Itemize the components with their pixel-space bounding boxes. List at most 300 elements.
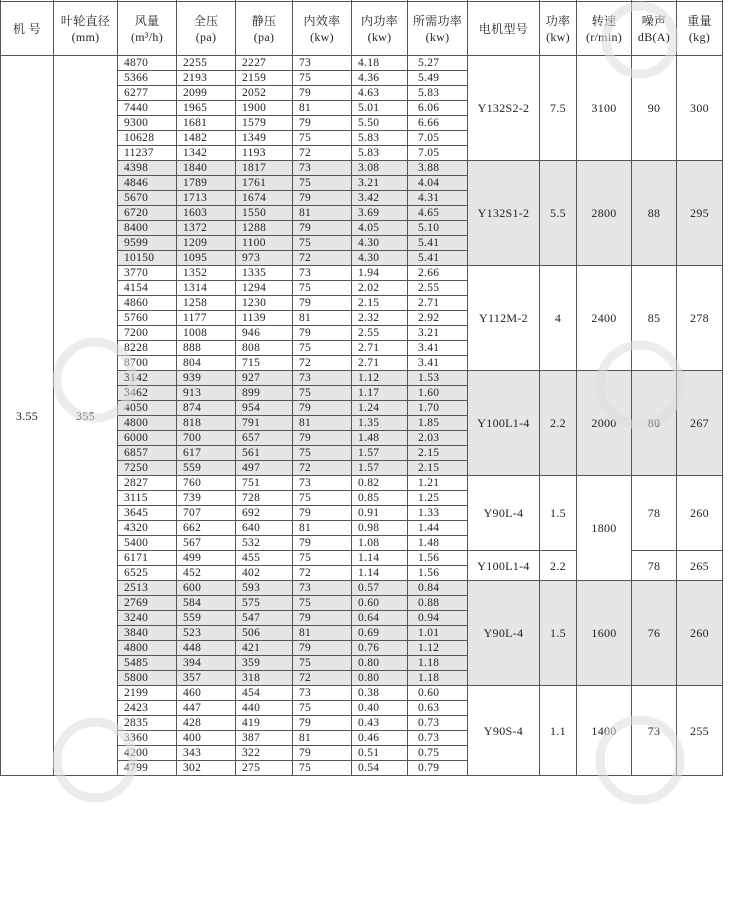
cell-air-volume: 2827 [118, 476, 177, 491]
cell-total-pressure: 739 [177, 491, 236, 506]
cell-air-volume: 5400 [118, 536, 177, 551]
cell-internal-power: 0.40 [352, 701, 408, 716]
weight-cell: 300 [677, 56, 723, 161]
cell-efficiency: 75 [293, 761, 352, 776]
header-required-power: 所需功率 (kw) [408, 2, 468, 56]
cell-internal-power: 1.35 [352, 416, 408, 431]
cell-efficiency: 75 [293, 446, 352, 461]
cell-total-pressure: 400 [177, 731, 236, 746]
cell-air-volume: 3770 [118, 266, 177, 281]
cell-static-pressure: 2227 [236, 56, 293, 71]
cell-internal-power: 2.71 [352, 341, 408, 356]
cell-air-volume: 3840 [118, 626, 177, 641]
cell-static-pressure: 402 [236, 566, 293, 581]
motor-power-cell: 1.5 [540, 476, 577, 551]
cell-total-pressure: 913 [177, 386, 236, 401]
cell-total-pressure: 760 [177, 476, 236, 491]
cell-required-power: 3.21 [408, 326, 468, 341]
cell-required-power: 7.05 [408, 131, 468, 146]
cell-efficiency: 75 [293, 491, 352, 506]
cell-total-pressure: 1840 [177, 161, 236, 176]
noise-cell: 85 [632, 266, 677, 371]
cell-efficiency: 72 [293, 566, 352, 581]
cell-static-pressure: 387 [236, 731, 293, 746]
cell-total-pressure: 1342 [177, 146, 236, 161]
cell-internal-power: 1.24 [352, 401, 408, 416]
cell-total-pressure: 707 [177, 506, 236, 521]
cell-required-power: 3.41 [408, 341, 468, 356]
cell-required-power: 3.41 [408, 356, 468, 371]
cell-total-pressure: 939 [177, 371, 236, 386]
cell-air-volume: 5670 [118, 191, 177, 206]
cell-air-volume: 4799 [118, 761, 177, 776]
cell-total-pressure: 2099 [177, 86, 236, 101]
cell-total-pressure: 559 [177, 611, 236, 626]
cell-total-pressure: 584 [177, 596, 236, 611]
noise-cell: 90 [632, 56, 677, 161]
cell-internal-power: 5.83 [352, 131, 408, 146]
cell-efficiency: 75 [293, 551, 352, 566]
cell-required-power: 2.71 [408, 296, 468, 311]
cell-internal-power: 4.30 [352, 251, 408, 266]
cell-required-power: 5.83 [408, 86, 468, 101]
cell-static-pressure: 1294 [236, 281, 293, 296]
cell-total-pressure: 1209 [177, 236, 236, 251]
cell-air-volume: 9599 [118, 236, 177, 251]
cell-static-pressure: 506 [236, 626, 293, 641]
noise-cell: 76 [632, 581, 677, 686]
cell-air-volume: 10628 [118, 131, 177, 146]
cell-total-pressure: 1008 [177, 326, 236, 341]
cell-static-pressure: 561 [236, 446, 293, 461]
cell-air-volume: 4846 [118, 176, 177, 191]
header-motor-model: 电机型号 [468, 2, 540, 56]
cell-static-pressure: 954 [236, 401, 293, 416]
speed-cell: 1400 [577, 686, 632, 776]
cell-total-pressure: 1258 [177, 296, 236, 311]
header-power: 功率 (kw) [540, 2, 577, 56]
cell-efficiency: 79 [293, 326, 352, 341]
cell-internal-power: 0.80 [352, 656, 408, 671]
cell-total-pressure: 2193 [177, 71, 236, 86]
cell-total-pressure: 700 [177, 431, 236, 446]
cell-efficiency: 81 [293, 206, 352, 221]
cell-efficiency: 73 [293, 476, 352, 491]
cell-required-power: 6.66 [408, 116, 468, 131]
cell-required-power: 1.12 [408, 641, 468, 656]
cell-internal-power: 3.69 [352, 206, 408, 221]
motor-model-cell: Y90L-4 [468, 476, 540, 551]
cell-required-power: 3.88 [408, 161, 468, 176]
cell-total-pressure: 1095 [177, 251, 236, 266]
cell-internal-power: 1.94 [352, 266, 408, 281]
cell-static-pressure: 946 [236, 326, 293, 341]
noise-cell: 78 [632, 476, 677, 551]
cell-static-pressure: 440 [236, 701, 293, 716]
cell-static-pressure: 359 [236, 656, 293, 671]
cell-required-power: 1.44 [408, 521, 468, 536]
cell-efficiency: 75 [293, 656, 352, 671]
cell-internal-power: 4.18 [352, 56, 408, 71]
cell-air-volume: 3645 [118, 506, 177, 521]
cell-efficiency: 79 [293, 116, 352, 131]
cell-total-pressure: 1681 [177, 116, 236, 131]
cell-air-volume: 3240 [118, 611, 177, 626]
cell-required-power: 5.41 [408, 251, 468, 266]
cell-internal-power: 0.76 [352, 641, 408, 656]
cell-static-pressure: 899 [236, 386, 293, 401]
cell-efficiency: 72 [293, 671, 352, 686]
cell-static-pressure: 322 [236, 746, 293, 761]
cell-air-volume: 3115 [118, 491, 177, 506]
cell-air-volume: 3360 [118, 731, 177, 746]
cell-efficiency: 79 [293, 746, 352, 761]
cell-air-volume: 4800 [118, 641, 177, 656]
cell-static-pressure: 1761 [236, 176, 293, 191]
cell-static-pressure: 593 [236, 581, 293, 596]
cell-internal-power: 5.01 [352, 101, 408, 116]
cell-internal-power: 0.38 [352, 686, 408, 701]
cell-required-power: 1.53 [408, 371, 468, 386]
cell-total-pressure: 567 [177, 536, 236, 551]
cell-efficiency: 79 [293, 401, 352, 416]
cell-required-power: 0.94 [408, 611, 468, 626]
cell-total-pressure: 818 [177, 416, 236, 431]
cell-total-pressure: 662 [177, 521, 236, 536]
cell-air-volume: 4860 [118, 296, 177, 311]
cell-efficiency: 75 [293, 176, 352, 191]
cell-required-power: 1.18 [408, 671, 468, 686]
motor-model-cell: Y112M-2 [468, 266, 540, 371]
impeller-diameter-cell: 355 [54, 56, 118, 776]
cell-air-volume: 4870 [118, 56, 177, 71]
motor-model-cell: Y132S1-2 [468, 161, 540, 266]
cell-total-pressure: 1482 [177, 131, 236, 146]
cell-internal-power: 1.57 [352, 446, 408, 461]
cell-internal-power: 1.17 [352, 386, 408, 401]
cell-efficiency: 81 [293, 416, 352, 431]
cell-air-volume: 2769 [118, 596, 177, 611]
cell-internal-power: 0.57 [352, 581, 408, 596]
cell-static-pressure: 419 [236, 716, 293, 731]
cell-internal-power: 1.14 [352, 566, 408, 581]
speed-cell: 2800 [577, 161, 632, 266]
cell-required-power: 1.85 [408, 416, 468, 431]
cell-total-pressure: 460 [177, 686, 236, 701]
cell-efficiency: 79 [293, 641, 352, 656]
cell-efficiency: 73 [293, 161, 352, 176]
cell-air-volume: 4398 [118, 161, 177, 176]
cell-static-pressure: 927 [236, 371, 293, 386]
cell-internal-power: 0.85 [352, 491, 408, 506]
cell-static-pressure: 2159 [236, 71, 293, 86]
cell-static-pressure: 973 [236, 251, 293, 266]
cell-efficiency: 73 [293, 686, 352, 701]
cell-efficiency: 75 [293, 386, 352, 401]
header-static-pressure: 静压 (pa) [236, 2, 293, 56]
header-internal-power: 内功率 (kw) [352, 2, 408, 56]
cell-required-power: 0.79 [408, 761, 468, 776]
cell-air-volume: 3142 [118, 371, 177, 386]
cell-air-volume: 6171 [118, 551, 177, 566]
motor-model-cell: Y132S2-2 [468, 56, 540, 161]
cell-total-pressure: 302 [177, 761, 236, 776]
motor-power-cell: 2.2 [540, 551, 577, 581]
cell-air-volume: 11237 [118, 146, 177, 161]
cell-air-volume: 4800 [118, 416, 177, 431]
cell-efficiency: 72 [293, 461, 352, 476]
motor-power-cell: 7.5 [540, 56, 577, 161]
cell-static-pressure: 1674 [236, 191, 293, 206]
cell-efficiency: 72 [293, 146, 352, 161]
cell-internal-power: 5.50 [352, 116, 408, 131]
cell-static-pressure: 1100 [236, 236, 293, 251]
cell-static-pressure: 657 [236, 431, 293, 446]
cell-efficiency: 75 [293, 131, 352, 146]
cell-static-pressure: 1900 [236, 101, 293, 116]
cell-static-pressure: 1335 [236, 266, 293, 281]
machine-number-cell: 3.55 [1, 56, 54, 776]
motor-power-cell: 1.1 [540, 686, 577, 776]
table-row [1, 56, 723, 71]
cell-required-power: 1.21 [408, 476, 468, 491]
cell-air-volume: 6857 [118, 446, 177, 461]
header-air-volume: 风量 (m³/h) [118, 2, 177, 56]
cell-static-pressure: 454 [236, 686, 293, 701]
cell-air-volume: 7200 [118, 326, 177, 341]
cell-total-pressure: 617 [177, 446, 236, 461]
cell-internal-power: 0.80 [352, 671, 408, 686]
cell-total-pressure: 1352 [177, 266, 236, 281]
header-total-pressure: 全压 (pa) [177, 2, 236, 56]
cell-internal-power: 0.91 [352, 506, 408, 521]
cell-air-volume: 4320 [118, 521, 177, 536]
cell-required-power: 5.49 [408, 71, 468, 86]
cell-efficiency: 79 [293, 296, 352, 311]
cell-internal-power: 2.15 [352, 296, 408, 311]
cell-total-pressure: 600 [177, 581, 236, 596]
noise-cell: 80 [632, 371, 677, 476]
cell-internal-power: 2.02 [352, 281, 408, 296]
cell-static-pressure: 715 [236, 356, 293, 371]
cell-air-volume: 2199 [118, 686, 177, 701]
header-internal-efficiency: 内效率 (kw) [293, 2, 352, 56]
cell-required-power: 1.70 [408, 401, 468, 416]
cell-static-pressure: 728 [236, 491, 293, 506]
cell-required-power: 0.73 [408, 731, 468, 746]
cell-air-volume: 2513 [118, 581, 177, 596]
cell-required-power: 1.56 [408, 551, 468, 566]
cell-efficiency: 75 [293, 341, 352, 356]
speed-cell: 1800 [577, 476, 632, 581]
cell-air-volume: 7440 [118, 101, 177, 116]
cell-required-power: 5.41 [408, 236, 468, 251]
speed-cell: 3100 [577, 56, 632, 161]
cell-efficiency: 81 [293, 311, 352, 326]
cell-static-pressure: 2052 [236, 86, 293, 101]
speed-cell: 2400 [577, 266, 632, 371]
cell-required-power: 6.06 [408, 101, 468, 116]
cell-efficiency: 75 [293, 701, 352, 716]
weight-cell: 278 [677, 266, 723, 371]
weight-cell: 260 [677, 476, 723, 551]
cell-air-volume: 2423 [118, 701, 177, 716]
cell-efficiency: 79 [293, 431, 352, 446]
cell-static-pressure: 808 [236, 341, 293, 356]
cell-air-volume: 5366 [118, 71, 177, 86]
cell-air-volume: 2835 [118, 716, 177, 731]
speed-cell: 2000 [577, 371, 632, 476]
cell-required-power: 1.60 [408, 386, 468, 401]
cell-efficiency: 79 [293, 221, 352, 236]
cell-internal-power: 0.98 [352, 521, 408, 536]
cell-required-power: 0.73 [408, 716, 468, 731]
cell-internal-power: 1.08 [352, 536, 408, 551]
cell-internal-power: 4.30 [352, 236, 408, 251]
cell-required-power: 4.04 [408, 176, 468, 191]
header-impeller-diameter: 叶轮直径 (mm) [54, 2, 118, 56]
cell-total-pressure: 1372 [177, 221, 236, 236]
cell-required-power: 4.65 [408, 206, 468, 221]
cell-efficiency: 81 [293, 101, 352, 116]
cell-static-pressure: 1817 [236, 161, 293, 176]
cell-static-pressure: 421 [236, 641, 293, 656]
cell-total-pressure: 874 [177, 401, 236, 416]
cell-required-power: 1.56 [408, 566, 468, 581]
cell-air-volume: 6000 [118, 431, 177, 446]
cell-required-power: 0.75 [408, 746, 468, 761]
cell-required-power: 0.60 [408, 686, 468, 701]
cell-air-volume: 3462 [118, 386, 177, 401]
cell-required-power: 2.92 [408, 311, 468, 326]
cell-efficiency: 73 [293, 56, 352, 71]
cell-internal-power: 3.42 [352, 191, 408, 206]
cell-air-volume: 8228 [118, 341, 177, 356]
cell-required-power: 1.18 [408, 656, 468, 671]
cell-air-volume: 8700 [118, 356, 177, 371]
noise-cell: 73 [632, 686, 677, 776]
cell-static-pressure: 692 [236, 506, 293, 521]
cell-air-volume: 5760 [118, 311, 177, 326]
cell-static-pressure: 547 [236, 611, 293, 626]
cell-required-power: 1.01 [408, 626, 468, 641]
cell-efficiency: 72 [293, 251, 352, 266]
cell-efficiency: 81 [293, 731, 352, 746]
cell-required-power: 2.66 [408, 266, 468, 281]
cell-required-power: 0.63 [408, 701, 468, 716]
cell-internal-power: 0.51 [352, 746, 408, 761]
cell-total-pressure: 452 [177, 566, 236, 581]
cell-required-power: 7.05 [408, 146, 468, 161]
weight-cell: 265 [677, 551, 723, 581]
cell-static-pressure: 640 [236, 521, 293, 536]
cell-required-power: 1.33 [408, 506, 468, 521]
cell-total-pressure: 428 [177, 716, 236, 731]
weight-cell: 260 [677, 581, 723, 686]
cell-air-volume: 7250 [118, 461, 177, 476]
cell-efficiency: 79 [293, 536, 352, 551]
cell-total-pressure: 447 [177, 701, 236, 716]
cell-total-pressure: 1789 [177, 176, 236, 191]
cell-air-volume: 6525 [118, 566, 177, 581]
cell-internal-power: 0.60 [352, 596, 408, 611]
cell-required-power: 5.27 [408, 56, 468, 71]
speed-cell: 1600 [577, 581, 632, 686]
noise-cell: 88 [632, 161, 677, 266]
cell-total-pressure: 1713 [177, 191, 236, 206]
cell-internal-power: 3.08 [352, 161, 408, 176]
cell-internal-power: 4.63 [352, 86, 408, 101]
cell-total-pressure: 394 [177, 656, 236, 671]
cell-air-volume: 6277 [118, 86, 177, 101]
cell-internal-power: 3.21 [352, 176, 408, 191]
cell-internal-power: 4.05 [352, 221, 408, 236]
motor-model-cell: Y100L1-4 [468, 551, 540, 581]
cell-static-pressure: 1139 [236, 311, 293, 326]
cell-efficiency: 75 [293, 71, 352, 86]
table-body [1, 0, 723, 776]
cell-static-pressure: 532 [236, 536, 293, 551]
motor-power-cell: 5.5 [540, 161, 577, 266]
cell-air-volume: 4200 [118, 746, 177, 761]
cell-required-power: 0.84 [408, 581, 468, 596]
cell-efficiency: 75 [293, 596, 352, 611]
cell-internal-power: 0.54 [352, 761, 408, 776]
cell-static-pressure: 1579 [236, 116, 293, 131]
cell-internal-power: 0.46 [352, 731, 408, 746]
cell-internal-power: 1.48 [352, 431, 408, 446]
cell-required-power: 2.55 [408, 281, 468, 296]
cell-required-power: 4.31 [408, 191, 468, 206]
header-machine-no: 机 号 [1, 2, 54, 56]
cell-air-volume: 4050 [118, 401, 177, 416]
motor-power-cell: 1.5 [540, 581, 577, 686]
cell-air-volume: 4154 [118, 281, 177, 296]
cell-efficiency: 73 [293, 371, 352, 386]
cell-required-power: 0.88 [408, 596, 468, 611]
motor-power-cell: 4 [540, 266, 577, 371]
cell-efficiency: 72 [293, 356, 352, 371]
cell-total-pressure: 2255 [177, 56, 236, 71]
cell-efficiency: 75 [293, 281, 352, 296]
cell-internal-power: 2.32 [352, 311, 408, 326]
weight-cell: 255 [677, 686, 723, 776]
cell-required-power: 2.03 [408, 431, 468, 446]
cell-efficiency: 79 [293, 716, 352, 731]
cell-air-volume: 5485 [118, 656, 177, 671]
cell-efficiency: 73 [293, 266, 352, 281]
cell-air-volume: 5800 [118, 671, 177, 686]
cell-internal-power: 2.55 [352, 326, 408, 341]
header-speed: 转速 (r/min) [577, 2, 632, 56]
cell-total-pressure: 1177 [177, 311, 236, 326]
header-noise: 噪声 dB(A) [632, 2, 677, 56]
cell-total-pressure: 448 [177, 641, 236, 656]
weight-cell: 267 [677, 371, 723, 476]
motor-power-cell: 2.2 [540, 371, 577, 476]
cell-efficiency: 75 [293, 236, 352, 251]
cell-air-volume: 9300 [118, 116, 177, 131]
cell-air-volume: 8400 [118, 221, 177, 236]
cell-total-pressure: 888 [177, 341, 236, 356]
cell-required-power: 1.25 [408, 491, 468, 506]
motor-model-cell: Y100L1-4 [468, 371, 540, 476]
cell-efficiency: 79 [293, 191, 352, 206]
cell-static-pressure: 1349 [236, 131, 293, 146]
cell-static-pressure: 1550 [236, 206, 293, 221]
cell-required-power: 2.15 [408, 461, 468, 476]
cell-required-power: 2.15 [408, 446, 468, 461]
